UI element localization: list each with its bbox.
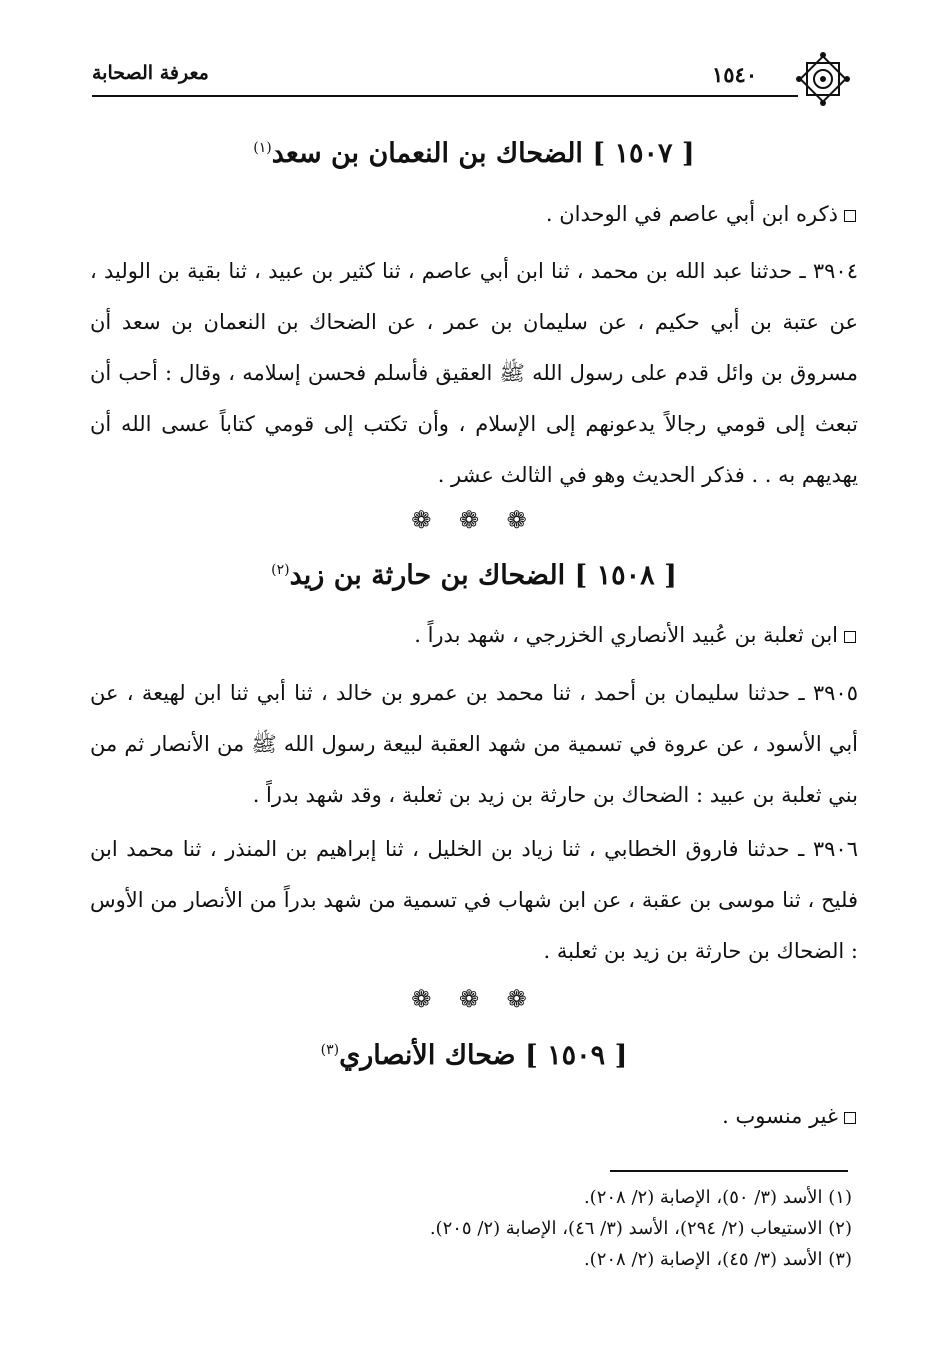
square-bullet-icon [844,631,856,643]
entry-note-text: ذكره ابن أبي عاصم في الوحدان . [545,202,838,226]
entry-note-text: غير منسوب . [722,1104,838,1128]
square-bullet-icon [844,1112,856,1124]
hadith-3905 [90,668,858,821]
footnote-marker: (٢) [271,562,290,578]
entry-heading-1507 [90,138,858,169]
entry-note-1509 [722,1104,856,1128]
footnotes [430,1182,852,1275]
hadith-text: ٣٩٠٥ ـ حدثنا سليمان بن أحمد ، ثنا محمد بن عمرو بن خالد ، ثنا أبي ثنا ابن لهيعة ، عن أبي الأسود ، عن عروة في تسمية من شهد العقبة لبيعة رسول الله ﷺ من الأنصار ثم من بني ثعلبة بن عبيد : الضحاك بن حارثة بن زيد بن ثعلبة ، وقد شهد بدراً . [90,681,858,807]
footnote-marker: (٣) [320,1042,340,1058]
entry-heading-text: [ ١٥٠٨ ] الضحاك بن حارثة بن زيد [289,560,677,591]
footnote-3: (٣) الأسد (٣/ ٤٥)، الإصابة (٢/ ٢٠٨). [583,1249,852,1270]
entry-heading-text: [ ١٥٠٧ ] الضحاك بن النعمان بن سعد [271,138,695,169]
running-header-title: معرفة الصحابة [92,62,209,84]
header-rule [92,95,798,97]
footnote-marker: (١) [253,140,272,156]
footnote-2: (٢) الاستيعاب (٢/ ٢٩٤)، الأسد (٣/ ٤٦)، الإصابة (٢/ ٢٠٥). [429,1218,852,1239]
footnote-rule [610,1170,848,1172]
hadith-3906 [90,824,858,977]
entry-note-text: ابن ثعلبة بن عُبيد الأنصاري الخزرجي ، شهد بدراً . [414,623,838,647]
page-number: ١٥٤٠ [712,62,758,87]
square-bullet-icon [844,210,856,222]
entry-heading-1508 [90,560,858,591]
entry-heading-text: [ ١٥٠٩ ] ضحاك الأنصاري [339,1040,628,1071]
hadith-text: ٣٩٠٦ ـ حدثنا فاروق الخطابي ، ثنا زياد بن الخليل ، ثنا إبراهيم بن المنذر ، ثنا محمد ابن فليح ، ثنا موسى بن عقبة ، عن ابن شهاب في تسمية من شهد بدراً من الأنصار من الأوس : الضحاك بن حارثة بن زيد بن ثعلبة . [90,837,858,963]
footnote-1: (١) الأسد (٣/ ٥٠)، الإصابة (٢/ ٢٠٨). [583,1187,852,1208]
hadith-text: ٣٩٠٤ ـ حدثنا عبد الله بن محمد ، ثنا ابن أبي عاصم ، ثنا كثير بن عبيد ، ثنا بقية بن الوليد ، عن عتبة بن أبي حكيم ، عن سليمان بن عمر ، عن الضحاك بن النعمان بن سعد أن مسروق بن وائل قدم على رسول الله ﷺ العقيق فأسلم فحسن إسلامه ، وقال : أحب أن تبعث إلى قومي رجالاً يدعونهم إلى الإسلام ، وأن تكتب إلى قومي كتاباً عسى الله أن يهديهم به . . فذكر الحديث وهو في الثالث عشر . [90,259,858,487]
section-separator: ❁ ❁ ❁ [411,985,537,1013]
hadith-3904 [90,246,858,501]
entry-heading-1509 [90,1040,858,1071]
entry-note-1507 [546,202,856,226]
entry-note-1508 [414,623,856,647]
section-separator: ❁ ❁ ❁ [411,506,537,534]
star-ornament-icon [794,50,852,108]
